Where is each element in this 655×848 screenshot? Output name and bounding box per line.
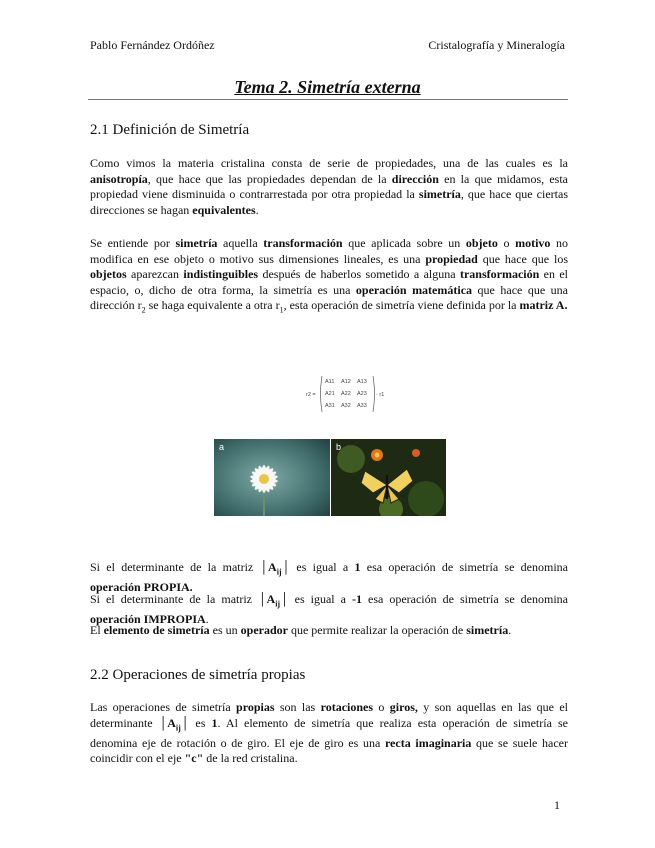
- bold-term: │: [180, 715, 190, 730]
- text-run: no modifica en ese objeto o motivo sus dimensiones lineales, es una: [90, 236, 569, 266]
- text-run: después de haberlos sometido a alguna: [258, 267, 460, 282]
- symmetry-matrix-equation: [304, 372, 384, 416]
- bold-term: simetría: [466, 623, 509, 637]
- bold-term: operador: [240, 623, 288, 637]
- bold-term: propiedad: [425, 251, 478, 266]
- equation-rhs: · r1: [376, 392, 384, 398]
- matrix-cell: A23: [357, 391, 367, 397]
- text-run: Como vimos la materia cristalina consta de serie de propiedades, una de las cuales es la: [90, 156, 568, 170]
- bold-term: 1: [211, 715, 218, 730]
- bold-term: -1: [351, 592, 362, 606]
- text-run: 1: [279, 305, 284, 315]
- bold-term: simetría: [418, 187, 461, 202]
- matrix-cell: A12: [341, 379, 351, 385]
- bold-term: objetos: [90, 267, 127, 282]
- text-run: o: [497, 236, 516, 250]
- text-run: o: [373, 700, 390, 714]
- bold-term: equivalentes: [192, 202, 256, 217]
- text-run: , que hace que ciertas direcciones se hagan: [90, 187, 568, 217]
- bold-term: simetría: [175, 236, 218, 250]
- text-run: aquella: [217, 236, 264, 250]
- bold-term: transformación: [263, 236, 343, 250]
- bold-term: transformación: [459, 267, 540, 282]
- text-run: esa operación de simetría se denomina: [360, 560, 568, 574]
- butterfly-image: [331, 439, 446, 516]
- text-run: que aplicada sobre un: [342, 236, 466, 250]
- bold-term: │: [281, 560, 291, 574]
- matrix-cell: A22: [341, 391, 351, 397]
- text-run: en la que midamos, esta propiedad viene disminuida o contrarrestada por otra propiedad la: [90, 171, 569, 202]
- bold-term: anisotropía: [90, 171, 148, 186]
- bold-term: 1: [354, 560, 361, 574]
- text-run: 2: [141, 305, 146, 315]
- text-run: . Al elemento de simetría que realiza esta operación de simetría se denomina eje de rotación o de giro. El eje de giro es una: [90, 715, 569, 750]
- bold-term: giros,: [389, 700, 418, 714]
- section-heading-operaciones-propias: 2.2 Operaciones de simetría propias: [90, 667, 306, 683]
- text-run: .: [255, 202, 259, 217]
- text-run: .: [205, 611, 209, 626]
- text-run: , esta operación de simetría viene definida por la: [283, 298, 520, 313]
- text-run: El: [90, 623, 104, 637]
- text-run: es: [189, 715, 212, 730]
- bold-term: matriz A.: [519, 298, 568, 313]
- text-run: esa operación de simetría se denomina: [361, 592, 568, 606]
- text-run: que hace que una dirección r: [90, 282, 568, 313]
- paragraph-definicion-simetria: [90, 236, 568, 318]
- bold-term: operación matemática: [355, 282, 473, 297]
- header-author: Pablo Fernández Ordóñez: [90, 38, 215, 52]
- bold-term: ij: [275, 599, 281, 609]
- section-heading-definicion: 2.1 Definición de Simetría: [90, 122, 250, 138]
- text-run: de la red cristalina.: [203, 751, 298, 766]
- paragraph-operacion-propia: [90, 560, 568, 596]
- matrix-cell: A33: [357, 403, 367, 409]
- bold-term: │A: [258, 592, 276, 606]
- photo-butterfly: [331, 439, 446, 516]
- paragraph-rotaciones: [90, 700, 568, 767]
- text-run: en el espacio, o, dicho de otra forma, la simetría es una: [90, 267, 569, 297]
- bold-term: "c": [184, 751, 204, 766]
- bold-term: operación IMPROPIA: [90, 611, 206, 626]
- bold-term: elemento de simetría: [103, 623, 210, 637]
- bold-term: │A: [158, 715, 176, 730]
- header-subject: Cristalografía y Mineralogía: [428, 38, 565, 52]
- page-title: Tema 2. Simetría externa: [234, 77, 421, 97]
- text-run: es igual a: [288, 592, 352, 606]
- matrix-left-bracket: [321, 376, 323, 412]
- matrix-right-bracket: [373, 376, 375, 412]
- bold-term: │: [280, 592, 289, 606]
- matrix-cell: A11: [325, 379, 335, 385]
- photo-label-b: b: [336, 442, 342, 452]
- bold-term: operación PROPIA.: [90, 579, 193, 594]
- matrix-cell: A13: [357, 379, 367, 385]
- text-run: que se suele hacer coincidir con el eje: [90, 735, 569, 766]
- matrix-cell: A32: [341, 403, 351, 409]
- bold-term: recta imaginaria: [384, 735, 472, 750]
- paragraph-anisotropia: [90, 156, 568, 218]
- title-divider: [88, 99, 568, 100]
- text-run: , que hace que las propiedades dependan de la: [147, 171, 392, 186]
- text-run: es un: [209, 623, 241, 637]
- page-number: 1: [554, 798, 560, 812]
- daisy-image: [214, 439, 330, 516]
- matrix-cell: A21: [325, 391, 335, 397]
- text-run: Se entiende por: [90, 236, 176, 250]
- text-run: Si el determinante de la matriz: [90, 592, 259, 606]
- text-run: y son aquellas en las que el determinante: [90, 700, 568, 730]
- text-run: .: [508, 623, 512, 637]
- paragraph-elemento-simetria: [90, 623, 568, 639]
- text-run: aparezcan: [126, 267, 184, 282]
- bold-term: indistinguibles: [183, 267, 259, 282]
- text-run: que permite realizar la operación de: [287, 623, 467, 637]
- text-run: se haga equivalente a otra r: [145, 298, 280, 313]
- text-run: son las: [274, 700, 321, 714]
- photo-label-a: a: [219, 442, 225, 452]
- bold-term: propias: [236, 700, 275, 714]
- bold-term: objeto: [465, 236, 498, 250]
- bold-term: motivo: [515, 236, 551, 250]
- text-run: es igual a: [290, 560, 355, 574]
- equation-lhs: r2 =: [306, 392, 316, 398]
- text-run: Las operaciones de simetría: [90, 700, 237, 714]
- text-run: que hace que los: [477, 251, 568, 266]
- photo-daisy: [214, 439, 330, 516]
- bold-term: ij: [175, 722, 181, 732]
- bold-term: rotaciones: [320, 700, 374, 714]
- bold-term: dirección: [391, 171, 439, 186]
- text-run: Si el determinante de la matriz: [90, 560, 260, 574]
- matrix-cell: A31: [325, 403, 335, 409]
- bold-term: │A: [259, 560, 277, 574]
- bold-term: ij: [276, 567, 282, 577]
